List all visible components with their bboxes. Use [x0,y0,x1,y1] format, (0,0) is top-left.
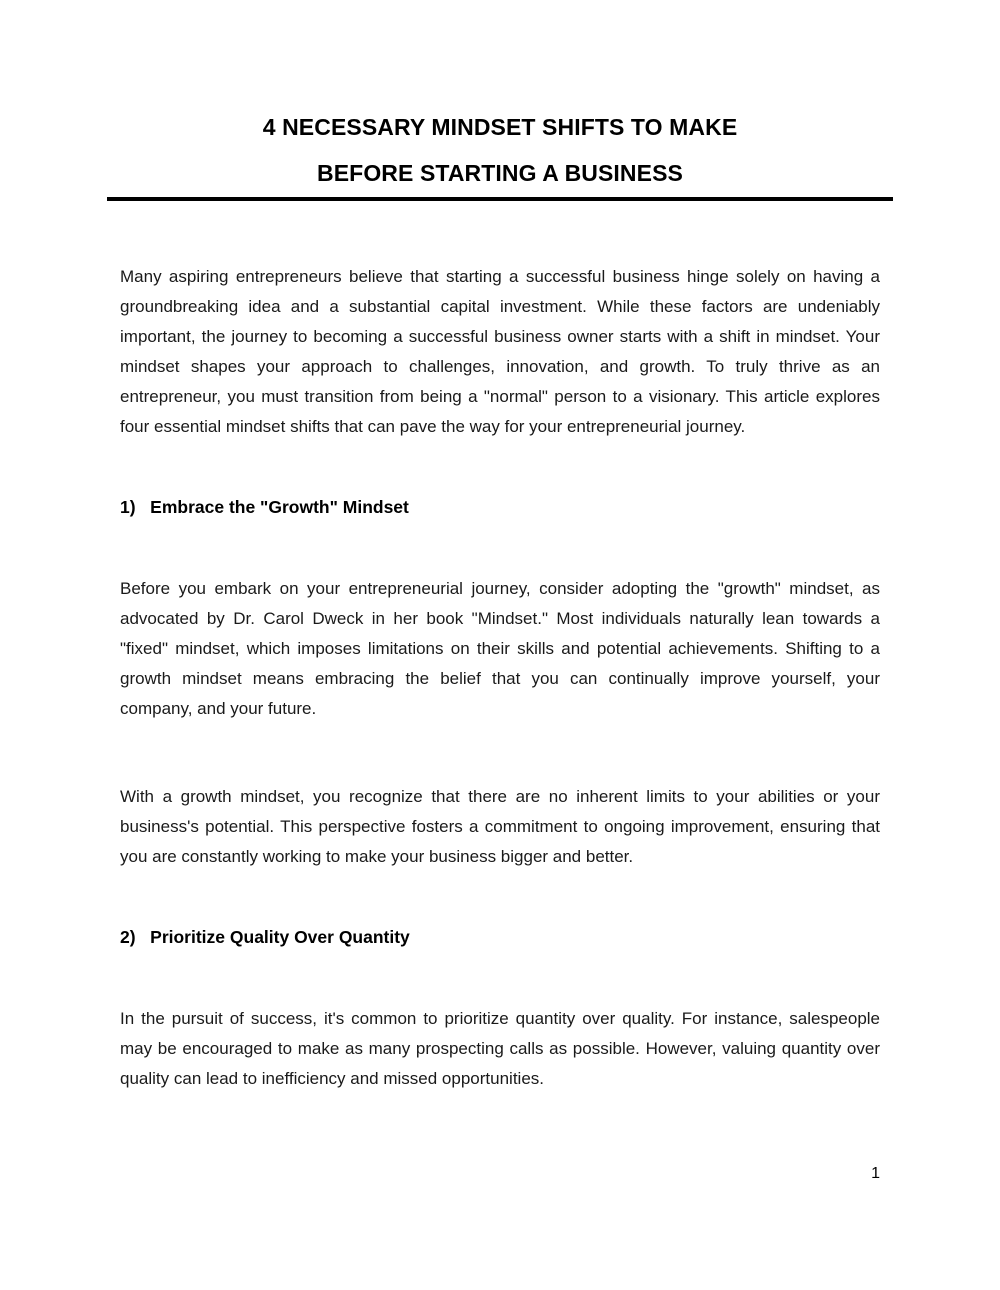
section-heading-1: 1) Embrace the "Growth" Mindset [120,497,409,517]
section-1-paragraph-1: Before you embark on your entrepreneurial journey, consider adopting the "growth" mindset, as advocated by Dr. Carol Dweck in her book "Mindset." Most individuals naturally lean towards a "fixed" mindset, which imposes limitations on their skills and potential achievements. Shifting to a growth mindset means embracing the belief that you can continually improve yourself, your company, and your future. [120,579,880,718]
spacer [120,442,880,492]
spacer [120,724,880,782]
intro-paragraph: Many aspiring entrepreneurs believe that starting a successful business hinge solely on having a groundbreaking idea and a substantial capital investment. While these factors are undeniably important, the journey to becoming a successful business owner starts with a shift in mindset. Your mindset shapes your approach to challenges, innovation, and growth. To truly thrive as an entrepreneur, you must transition from being a "normal" person to a visionary. This article explores four essential mindset shifts that can pave the way for your entrepreneurial journey. [120,267,880,436]
spacer [120,872,880,922]
document-title-line-2: BEFORE STARTING A BUSINESS [317,160,683,186]
document-title-line-1: 4 NECESSARY MINDSET SHIFTS TO MAKE [262,114,738,140]
page-number: 1 [871,1165,880,1182]
spacer [120,952,880,1004]
title-divider-rule [107,197,893,201]
section-1-paragraph-2: With a growth mindset, you recognize that there are no inherent limits to your abilities or your business's potential. This perspective fosters a commitment to ongoing improvement, ensuring that you are constantly working to make your business bigger and better. [120,787,880,866]
document-body [120,262,880,1094]
spacer [120,522,880,574]
document-title [0,104,1000,196]
section-2-paragraph-1: In the pursuit of success, it's common to prioritize quantity over quality. For instance, salespeople may be encouraged to make as many prospecting calls as possible. However, valuing quantity over quality can lead to inefficiency and missed opportunities. [120,1009,880,1088]
section-heading-2: 2) Prioritize Quality Over Quantity [120,927,410,947]
